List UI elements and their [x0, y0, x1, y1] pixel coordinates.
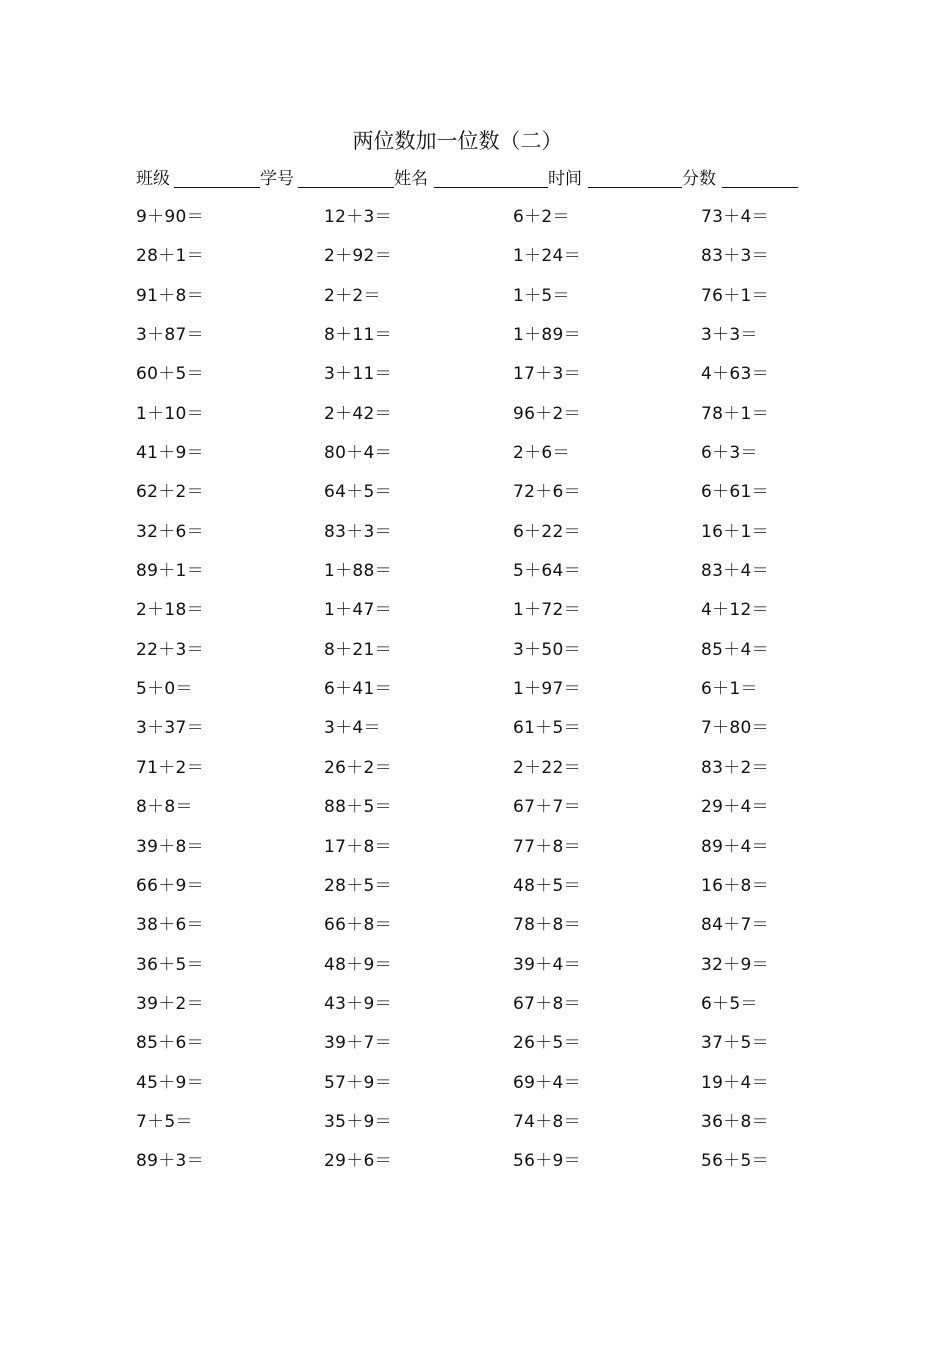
addition-problem: 72＋6＝	[513, 482, 581, 503]
addition-problem: 66＋9＝	[136, 875, 204, 896]
addition-problem: 56＋5＝	[701, 1151, 769, 1172]
addition-problem: 6＋22＝	[513, 521, 581, 542]
addition-problem: 12＋3＝	[324, 207, 392, 227]
addition-problem: 3＋50＝	[513, 639, 581, 660]
addition-problem: 2＋42＝	[324, 403, 392, 424]
addition-problem: 89＋4＝	[701, 836, 769, 857]
addition-problem: 1＋88＝	[324, 561, 392, 582]
addition-problem: 2＋92＝	[324, 246, 392, 267]
addition-problem: 77＋8＝	[513, 836, 581, 857]
addition-problem: 1＋24＝	[513, 246, 581, 267]
worksheet-title: 两位数加一位数（二）	[352, 129, 563, 153]
addition-problem: 56＋9＝	[513, 1151, 581, 1172]
addition-problem: 19＋4＝	[701, 1072, 769, 1093]
addition-problem: 78＋1＝	[701, 403, 769, 424]
addition-problem: 39＋4＝	[513, 954, 581, 975]
problem-row	[136, 749, 896, 788]
problem-row	[136, 277, 896, 316]
problem-row	[136, 1064, 896, 1103]
problem-row	[136, 591, 896, 630]
info-field-blank[interactable]	[588, 187, 682, 188]
info-field-label: 姓名	[394, 169, 428, 189]
addition-problem: 83＋3＝	[701, 246, 769, 267]
addition-problem: 41＋9＝	[136, 443, 204, 464]
addition-problem: 35＋9＝	[324, 1111, 392, 1132]
addition-problem: 1＋5＝	[513, 285, 570, 306]
addition-problem: 69＋4＝	[513, 1072, 581, 1093]
addition-problem: 74＋8＝	[513, 1111, 581, 1132]
addition-problem: 43＋9＝	[324, 993, 392, 1014]
info-field	[548, 166, 582, 192]
addition-problem: 83＋3＝	[324, 521, 392, 542]
problem-row	[136, 709, 896, 748]
problem-row	[136, 198, 896, 237]
addition-problem: 6＋5＝	[701, 993, 758, 1014]
addition-problem: 32＋9＝	[701, 954, 769, 975]
addition-problem: 16＋8＝	[701, 875, 769, 896]
addition-problem: 3＋11＝	[324, 364, 392, 385]
addition-problem: 2＋2＝	[324, 285, 381, 306]
problem-row	[136, 906, 896, 945]
addition-problem: 4＋63＝	[701, 364, 769, 385]
info-field-blank[interactable]	[722, 187, 798, 188]
addition-problem: 3＋4＝	[324, 718, 381, 739]
problem-row	[136, 946, 896, 985]
addition-problem: 22＋3＝	[136, 639, 204, 660]
addition-problem: 7＋80＝	[701, 718, 769, 739]
info-field	[136, 166, 170, 192]
problem-row	[136, 434, 896, 473]
addition-problem: 83＋4＝	[701, 561, 769, 582]
addition-problem: 71＋2＝	[136, 757, 204, 778]
problem-row	[136, 473, 896, 512]
addition-problem: 73＋4＝	[701, 207, 769, 227]
addition-problem: 96＋2＝	[513, 403, 581, 424]
addition-problem: 5＋64＝	[513, 561, 581, 582]
addition-problem: 66＋8＝	[324, 915, 392, 936]
addition-problem: 2＋22＝	[513, 757, 581, 778]
problem-row	[136, 867, 896, 906]
addition-problem: 88＋5＝	[324, 797, 392, 818]
addition-problem: 78＋8＝	[513, 915, 581, 936]
addition-problem: 48＋9＝	[324, 954, 392, 975]
addition-problem: 64＋5＝	[324, 482, 392, 503]
problem-row	[136, 316, 896, 355]
addition-problem: 1＋47＝	[324, 600, 392, 621]
problem-row	[136, 513, 896, 552]
problem-grid	[136, 198, 896, 1182]
addition-problem: 8＋8＝	[136, 797, 193, 818]
addition-problem: 1＋72＝	[513, 600, 581, 621]
addition-problem: 2＋18＝	[136, 600, 204, 621]
addition-problem: 29＋4＝	[701, 797, 769, 818]
info-field-label: 时间	[548, 169, 582, 189]
addition-problem: 85＋4＝	[701, 639, 769, 660]
addition-problem: 28＋1＝	[136, 246, 204, 267]
addition-problem: 8＋11＝	[324, 325, 392, 346]
problem-row	[136, 237, 896, 276]
problem-row	[136, 355, 896, 394]
problem-row	[136, 788, 896, 827]
addition-problem: 67＋8＝	[513, 993, 581, 1014]
info-field	[394, 166, 428, 192]
addition-problem: 7＋5＝	[136, 1111, 193, 1132]
problem-row	[136, 395, 896, 434]
problem-row	[136, 828, 896, 867]
info-field-blank[interactable]	[298, 187, 394, 188]
info-field-label: 学号	[260, 169, 294, 189]
addition-problem: 91＋8＝	[136, 285, 204, 306]
problem-row	[136, 1103, 896, 1142]
problem-row	[136, 670, 896, 709]
problem-row	[136, 1024, 896, 1063]
addition-problem: 6＋3＝	[701, 443, 758, 464]
addition-problem: 3＋3＝	[701, 325, 758, 346]
addition-problem: 45＋9＝	[136, 1072, 204, 1093]
addition-problem: 85＋6＝	[136, 1033, 204, 1054]
addition-problem: 2＋6＝	[513, 443, 570, 464]
addition-problem: 36＋8＝	[701, 1111, 769, 1132]
addition-problem: 61＋5＝	[513, 718, 581, 739]
addition-problem: 9＋90＝	[136, 207, 204, 227]
addition-problem: 1＋10＝	[136, 403, 204, 424]
info-field-label: 班级	[136, 169, 170, 189]
addition-problem: 67＋7＝	[513, 797, 581, 818]
addition-problem: 80＋4＝	[324, 443, 392, 464]
addition-problem: 6＋61＝	[701, 482, 769, 503]
addition-problem: 16＋1＝	[701, 521, 769, 542]
problem-row	[136, 631, 896, 670]
addition-problem: 26＋5＝	[513, 1033, 581, 1054]
addition-problem: 4＋12＝	[701, 600, 769, 621]
addition-problem: 28＋5＝	[324, 875, 392, 896]
addition-problem: 38＋6＝	[136, 915, 204, 936]
addition-problem: 37＋5＝	[701, 1033, 769, 1054]
addition-problem: 26＋2＝	[324, 757, 392, 778]
info-field-blank[interactable]	[174, 187, 260, 188]
addition-problem: 57＋9＝	[324, 1072, 392, 1093]
addition-problem: 39＋8＝	[136, 836, 204, 857]
addition-problem: 8＋21＝	[324, 639, 392, 660]
addition-problem: 89＋3＝	[136, 1151, 204, 1172]
addition-problem: 60＋5＝	[136, 364, 204, 385]
addition-problem: 6＋41＝	[324, 679, 392, 700]
addition-problem: 48＋5＝	[513, 875, 581, 896]
info-field-label: 分数	[682, 169, 716, 189]
addition-problem: 29＋6＝	[324, 1151, 392, 1172]
addition-problem: 76＋1＝	[701, 285, 769, 306]
info-field	[260, 166, 294, 192]
addition-problem: 1＋89＝	[513, 325, 581, 346]
addition-problem: 39＋2＝	[136, 993, 204, 1014]
addition-problem: 17＋8＝	[324, 836, 392, 857]
addition-problem: 6＋2＝	[513, 207, 570, 227]
addition-problem: 1＋97＝	[513, 679, 581, 700]
addition-problem: 84＋7＝	[701, 915, 769, 936]
addition-problem: 5＋0＝	[136, 679, 193, 700]
addition-problem: 83＋2＝	[701, 757, 769, 778]
addition-problem: 36＋5＝	[136, 954, 204, 975]
problem-row	[136, 1142, 896, 1181]
info-field-blank[interactable]	[434, 187, 548, 188]
addition-problem: 32＋6＝	[136, 521, 204, 542]
addition-problem: 3＋37＝	[136, 718, 204, 739]
addition-problem: 3＋87＝	[136, 325, 204, 346]
addition-problem: 89＋1＝	[136, 561, 204, 582]
addition-problem: 39＋7＝	[324, 1033, 392, 1054]
info-field	[682, 166, 716, 192]
problem-row	[136, 985, 896, 1024]
addition-problem: 6＋1＝	[701, 679, 758, 700]
addition-problem: 17＋3＝	[513, 364, 581, 385]
addition-problem: 62＋2＝	[136, 482, 204, 503]
problem-row	[136, 552, 896, 591]
